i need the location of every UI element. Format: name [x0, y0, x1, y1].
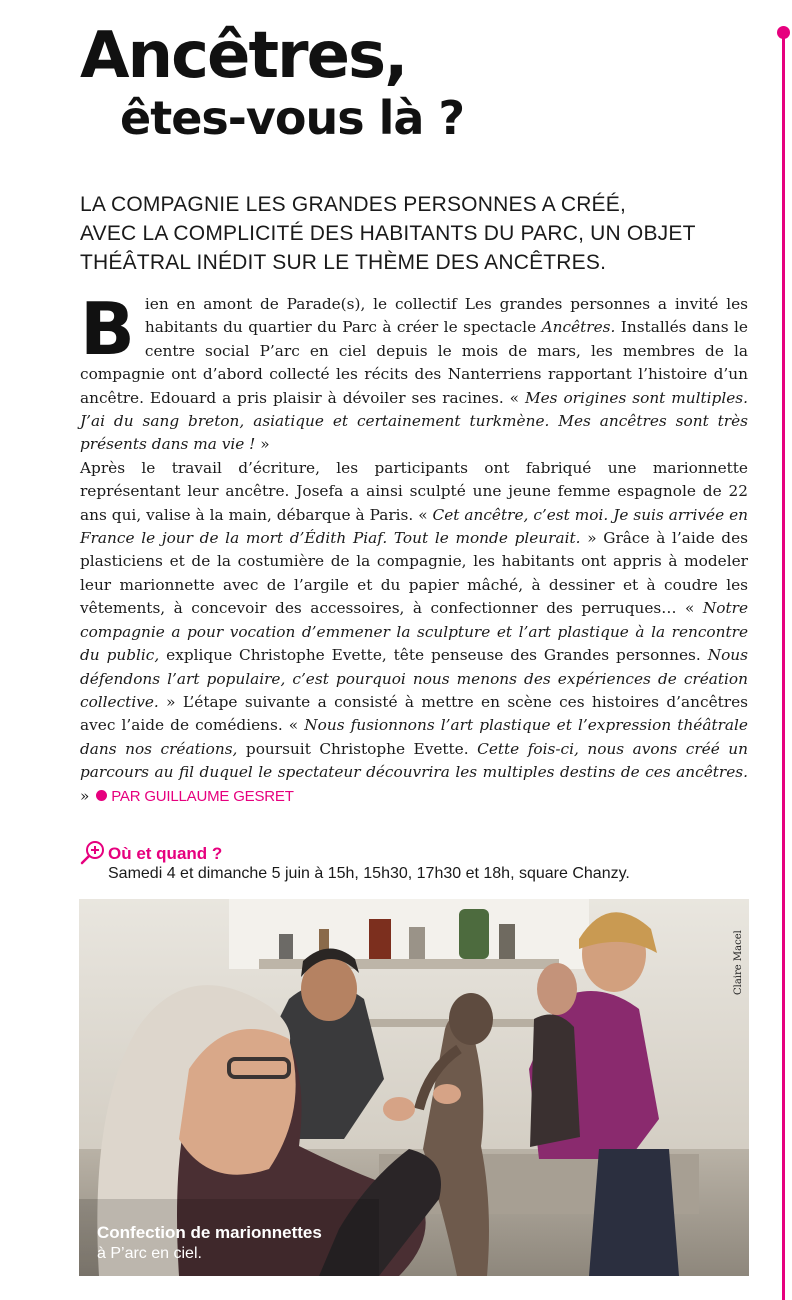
quote-italic: Cette fois-ci, nous avons créé un parcours au fil duquel le spectateur découvrira les multiples destins de ces ancêtres.: [80, 739, 748, 782]
lead-line-2: AVEC LA COMPLICITÉ DES HABITANTS DU PARC, UN OBJET: [80, 222, 696, 245]
text-run: Installés dans le centre social P’arc en ciel depuis le mois de mars, les membres de la compagnie ont d’abord collecté les récits des Nanterriens rapportant l’histoire d’un ancêtre. Edouard a pris plaisir à dévoiler ses racines. «: [80, 318, 748, 407]
puppet-workshop-illustration: [79, 899, 749, 1276]
lead-line-1: LA COMPAGNIE LES GRANDES PERSONNES A CRÉÉ,: [80, 193, 627, 216]
text-italic: Ancêtres.: [541, 318, 616, 337]
paragraph-2: [80, 457, 748, 808]
where-details: Samedi 4 et dimanche 5 juin à 15h, 15h30, 17h30 et 18h, square Chanzy.: [108, 865, 630, 882]
text-run: ien en amont de Parade(s), le collectif Les grandes personnes a invité les habitants du quartier du Parc à créer le spectacle: [144, 295, 748, 337]
byline-dot-icon: [96, 790, 107, 801]
text-run: »: [80, 786, 95, 805]
article-photo: [79, 899, 749, 1276]
text-run: poursuit Christophe Evette.: [237, 739, 478, 758]
photo-credit: Claire Macel: [733, 930, 744, 995]
title-line-1: Ancêtres,: [80, 19, 407, 93]
text-run: » L’étape suivante a consisté à mettre en scène ces histoires d’ancêtres avec l’aide de comédiens. «: [80, 692, 748, 735]
side-rule-dot: [777, 26, 790, 39]
byline: PAR GUILLAUME GESRET: [111, 787, 294, 805]
magenta-side-rule: [782, 28, 785, 1300]
quote-italic: Notre compagnie a pour vocation d’emmener la sculpture et l’art plastique à la rencontre du public,: [80, 599, 748, 665]
photo-caption: [97, 1222, 322, 1264]
drop-cap: B: [80, 287, 135, 371]
text-run: »: [255, 435, 270, 454]
title-line-2: êtes-vous là ?: [120, 91, 465, 145]
quote-italic: Nous fusionnons l’art plastique et l’expression théâtrale dans nos créations,: [80, 716, 748, 758]
quote-italic: Mes origines sont multiples. J’ai du sang breton, asiatique et certainement turkmène. Mes ancêtres sont très présents dans ma vie !: [80, 388, 748, 454]
article-title: [80, 19, 465, 146]
quote-italic: Nous défendons l’art populaire, c’est pourquoi nous menons des expériences de création collective.: [80, 646, 748, 711]
article-body: [80, 287, 749, 808]
magnifier-plus-icon: [80, 840, 106, 866]
text-run: Après le travail d’écriture, les participants ont fabriqué une marionnette représentant leur ancêtre. Josefa a ainsi sculpté une jeune femme espagnole de 22 ans qui, valise à la main, débarque à Paris. «: [80, 458, 748, 524]
caption-subtitle: à P’arc en ciel.: [97, 1245, 202, 1262]
quote-italic: Cet ancêtre, c’est moi. Je suis arrivée en France le jour de la mort d’Édith Piaf. Tout le monde pleurait.: [80, 505, 748, 548]
article-lead: [80, 190, 770, 277]
where-title: Où et quand ?: [108, 844, 223, 863]
lead-line-3: THÉÂTRAL INÉDIT SUR LE THÈME DES ANCÊTRES.: [80, 251, 607, 274]
text-run: explique Christophe Evette, tête penseuse des Grandes personnes.: [159, 646, 708, 665]
paragraph-1: [80, 287, 748, 457]
text-run: » Grâce à l’aide des plasticiens et de la costumière de la compagnie, les habitants ont appris à modeler leur marionnette avec de l’argile et du papier mâché, à dessiner et à coudre les vêtements, à concevoir des accessoires, à confectionner des perruques… «: [80, 529, 749, 618]
caption-title: Confection de marionnettes: [97, 1223, 322, 1242]
